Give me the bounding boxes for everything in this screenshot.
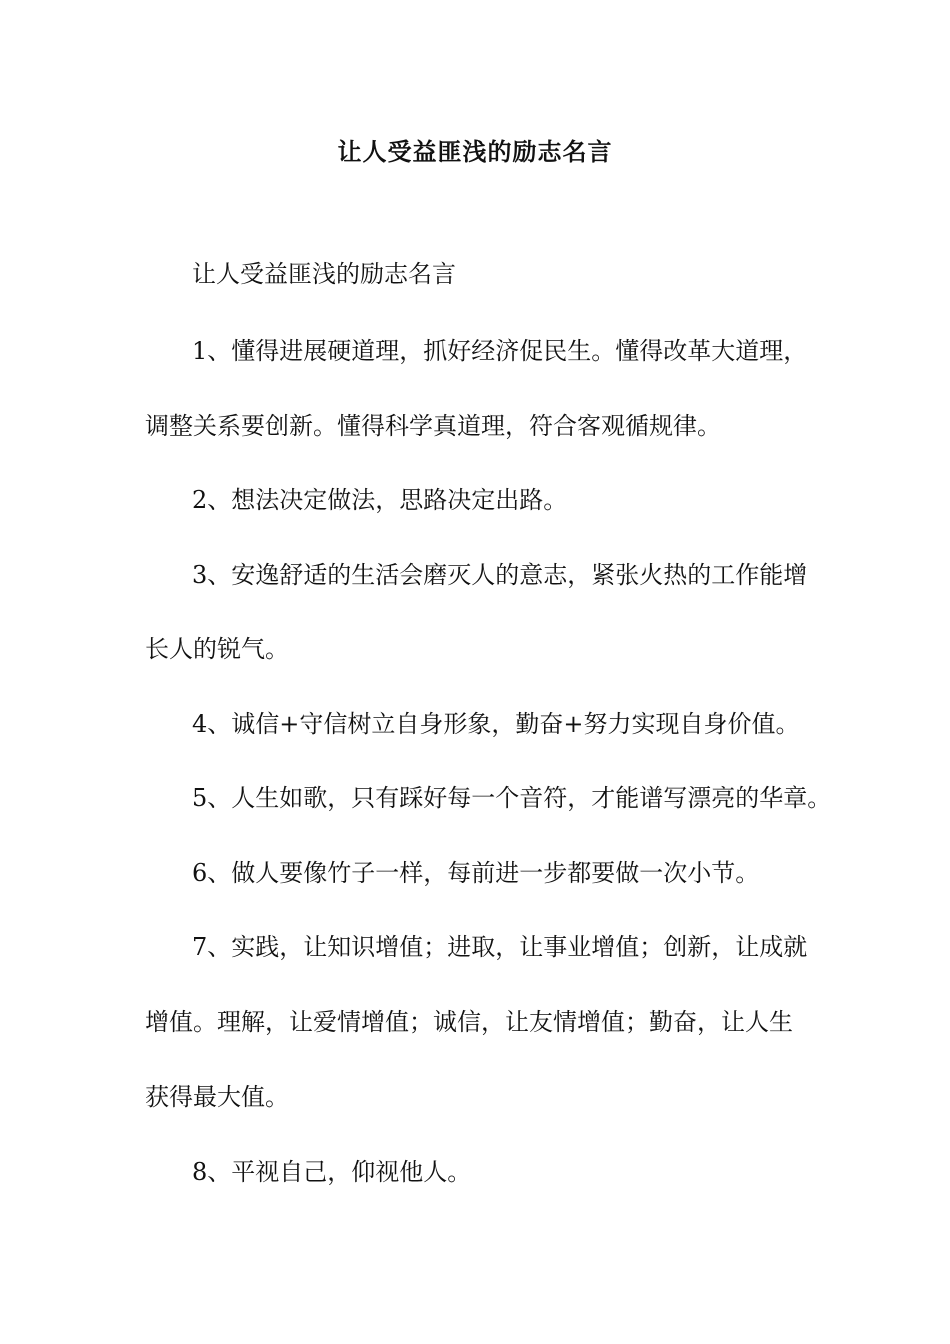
quote-5-line-1: 5、人生如歌，只有踩好每一个音符，才能谱写漂亮的华章。 <box>192 784 832 812</box>
quote-3-line-2: 长人的锐气。 <box>145 635 289 663</box>
quote-7-line-2: 增值。理解，让爱情增值；诚信，让友情增值；勤奋，让人生 <box>145 1008 793 1036</box>
document-title: 让人受益匪浅的励志名言 <box>337 137 613 166</box>
quote-4-line-1: 4、诚信+守信树立自身形象，勤奋+努力实现自身价值。 <box>192 710 800 738</box>
quote-6-line-1: 6、做人要像竹子一样，每前进一步都要做一次小节。 <box>192 859 760 887</box>
quote-7-line-3: 获得最大值。 <box>145 1083 289 1111</box>
quote-1-line-2: 调整关系要创新。懂得科学真道理，符合客观循规律。 <box>145 412 721 440</box>
quote-1-line-1: 1、懂得进展硬道理，抓好经济促民生。懂得改革大道理， <box>192 337 808 365</box>
quote-3-line-1: 3、安逸舒适的生活会磨灭人的意志，紧张火热的工作能增 <box>192 561 808 589</box>
subtitle-line: 让人受益匪浅的励志名言 <box>192 260 456 288</box>
quote-2-line-1: 2、想法决定做法，思路决定出路。 <box>192 486 568 514</box>
quote-7-line-1: 7、实践，让知识增值；进取，让事业增值；创新，让成就 <box>192 933 808 961</box>
quote-8-line-1: 8、平视自己，仰视他人。 <box>192 1158 472 1186</box>
